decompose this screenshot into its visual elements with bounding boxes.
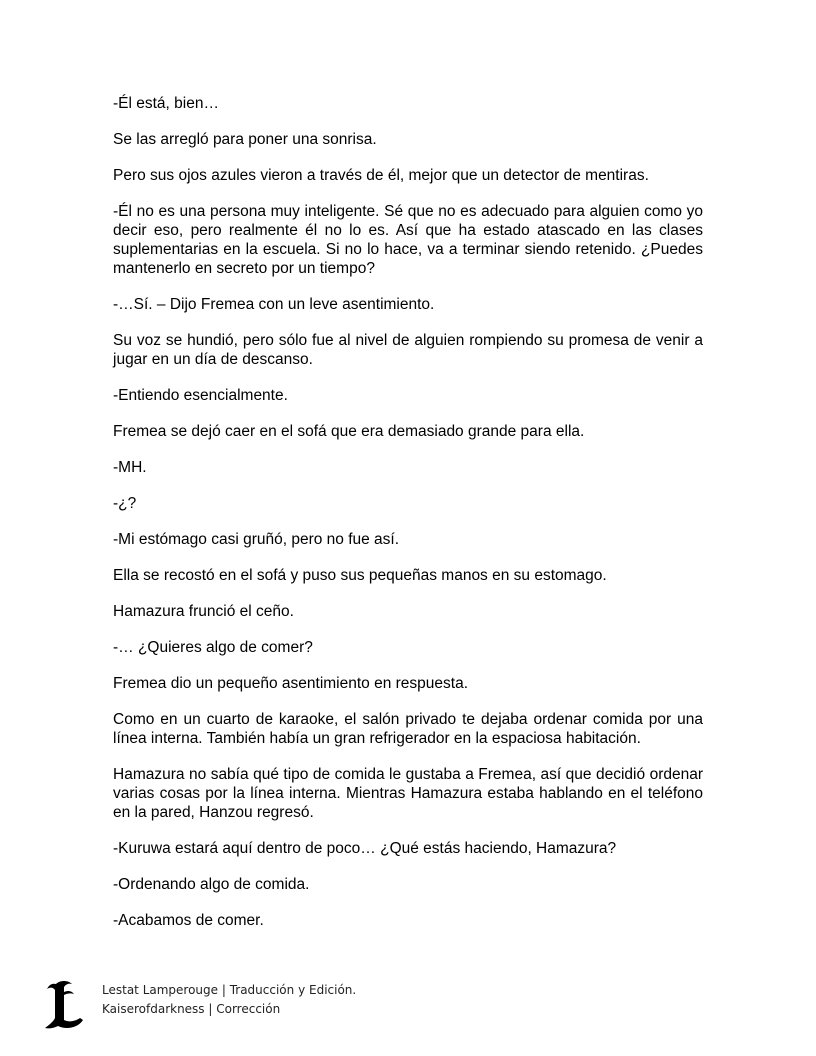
paragraph: Como en un cuarto de karaoke, el salón privado te dejaba ordenar comida por una línea interna. También había un gran refrigerador en la espaciosa habitación. — [113, 711, 703, 747]
paragraph: -Acabamos de comer. — [113, 912, 264, 929]
credit-line-translation: Lestat Lamperouge | Traducción y Edición. — [102, 983, 357, 997]
paragraph: Su voz se hundió, pero sólo fue al nivel de alguien rompiendo su promesa de venir a jugar en un día de descanso. — [113, 332, 703, 368]
paragraph: -Mi estómago casi gruñó, pero no fue así. — [113, 531, 400, 548]
paragraph: -Él no es una persona muy inteligente. Sé que no es adecuado para alguien como yo decir eso, pero realmente él no lo es. Así que ha estado atascado en las clases suplementarias en la escuela. Si no lo hace, va a terminar siendo retenido. ¿Puedes mantenerlo en secreto por un tiempo? — [113, 203, 703, 277]
paragraph: -¿? — [113, 495, 137, 512]
paragraph: -Entiendo esencialmente. — [113, 387, 288, 404]
paragraph: -MH. — [113, 459, 147, 476]
document-body — [113, 94, 703, 947]
paragraph: -Ordenando algo de comida. — [113, 876, 310, 893]
paragraph: -… ¿Quieres algo de comer? — [113, 639, 313, 656]
paragraph: Fremea se dejó caer en el sofá que era demasiado grande para ella. — [113, 423, 585, 440]
paragraph: -Él está, bien… — [113, 95, 219, 112]
paragraph: -…Sí. – Dijo Fremea con un leve asentimiento. — [113, 296, 435, 313]
paragraph: Fremea dio un pequeño asentimiento en respuesta. — [113, 675, 469, 692]
paragraph: -Kuruwa estará aquí dentro de poco… ¿Qué estás haciendo, Hamazura? — [113, 840, 617, 857]
gothic-l-logo-icon — [42, 978, 86, 1032]
credit-line-correction: Kaiserofdarkness | Corrección — [102, 1002, 281, 1016]
paragraph: Hamazura no sabía qué tipo de comida le gustaba a Fremea, así que decidió ordenar varias cosas por la línea interna. Mientras Hamazura estaba hablando en el teléfono en la pared, Hanzou regresó. — [113, 766, 703, 821]
paragraph: Ella se recostó en el sofá y puso sus pequeñas manos en su estomago. — [113, 567, 607, 584]
paragraph: Hamazura frunció el ceño. — [113, 603, 294, 620]
paragraph: Pero sus ojos azules vieron a través de él, mejor que un detector de mentiras. — [113, 167, 649, 184]
page-footer — [42, 978, 442, 1038]
paragraph: Se las arregló para poner una sonrisa. — [113, 131, 377, 148]
credits — [102, 981, 356, 1019]
